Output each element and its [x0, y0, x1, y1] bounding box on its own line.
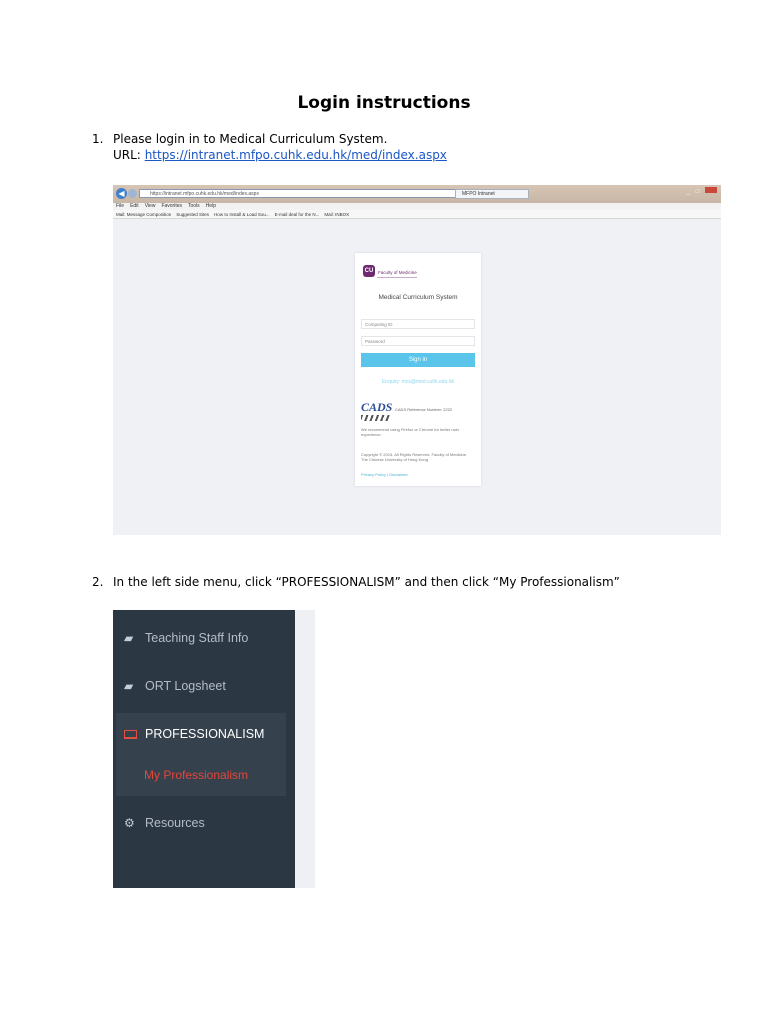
menu-help[interactable]: Help [205, 203, 216, 209]
submenu-item-my-professionalism[interactable]: My Professionalism [144, 768, 249, 782]
url-label: URL: [113, 148, 141, 162]
back-icon[interactable]: ◀ [116, 188, 127, 199]
window-controls[interactable]: _ □ [687, 187, 717, 195]
favorite-item[interactable]: Mail: INBOX [324, 212, 350, 217]
sidebar-item-ort-logsheet[interactable] [124, 679, 226, 693]
favorite-item[interactable]: How to Install & Load Sou... [214, 212, 270, 217]
sidebar-item-label: ORT Logsheet [145, 679, 226, 693]
browser-titlebar [113, 185, 721, 203]
step-2 [92, 574, 620, 590]
username-input[interactable]: Computing ID [361, 319, 475, 329]
gears-icon: ⚙ [124, 816, 135, 830]
sidebar-item-label: Resources [145, 816, 205, 830]
browser-tab[interactable]: MFPO Intranet [455, 189, 529, 199]
copyright-text: Copyright © 2015. All Rights Reserved. Faculty of Medicine, The Chinese University of Hong Kong [361, 452, 468, 462]
sidebar-item-label: Teaching Staff Info [145, 631, 249, 645]
cads-logo: CADS [361, 400, 393, 414]
menu-favorites[interactable]: Favorites [161, 203, 182, 209]
step-number: 1. [92, 132, 104, 146]
sidebar-item-professionalism[interactable] [124, 727, 264, 741]
privacy-link[interactable]: Privacy Policy | Disclaimer [361, 472, 408, 477]
cads-reference: CADS Reference Number: 2222 [395, 407, 453, 412]
browser-menubar [113, 203, 721, 210]
page-title: Login instructions [297, 93, 471, 113]
sidebar-item-resources[interactable] [124, 816, 205, 830]
system-title: Medical Curriculum System [378, 294, 458, 301]
sidebar-item-teaching-staff-info[interactable] [124, 631, 248, 645]
login-card [355, 253, 481, 486]
cuhk-logo-icon: CU [363, 265, 375, 277]
faculty-name: Faculty of Medicine [378, 270, 417, 275]
browser-recommendation: We recommend using Firefox or Chrome for better user experience. [361, 427, 460, 437]
favorite-item[interactable]: E-mail deal for the N... [274, 212, 320, 217]
menu-view[interactable]: View [144, 203, 156, 209]
laptop-icon [124, 730, 137, 739]
address-bar[interactable]: https://intranet.mfpo.cuhk.edu.hk/med/index.aspx [139, 189, 457, 198]
favorites-bar [113, 210, 721, 219]
step-text: In the left side menu, click “PROFESSIONALISM” and then click “My Professionalism” [113, 575, 620, 589]
sidebar-active-group [116, 713, 286, 796]
menu-file[interactable]: File [116, 203, 125, 209]
step-number: 2. [92, 575, 104, 589]
forward-icon[interactable] [128, 189, 137, 198]
sign-in-button[interactable]: Sign in [361, 353, 475, 367]
content-area-edge [295, 610, 315, 888]
step-1 [92, 131, 447, 163]
browser-screenshot [113, 185, 721, 535]
enquiry-link[interactable]: Enquiry: mcs@med.cuhk.edu.hk [381, 379, 455, 385]
cads-logo-stripes [361, 415, 391, 421]
book-icon: ▰ [124, 631, 134, 645]
book-icon: ▰ [124, 679, 134, 693]
menu-tools[interactable]: Tools [188, 203, 200, 209]
password-input[interactable]: Password [361, 336, 475, 346]
step-text: Please login in to Medical Curriculum System. [113, 132, 388, 146]
close-icon[interactable] [705, 187, 717, 193]
menu-edit[interactable]: Edit [130, 203, 139, 209]
favorite-item[interactable]: Suggested Sites [176, 212, 210, 217]
favorite-item[interactable]: Mail: Message Composition [116, 212, 172, 217]
faculty-divider [377, 277, 417, 278]
sidebar-menu-screenshot [113, 610, 295, 888]
sidebar-item-label: PROFESSIONALISM [145, 727, 265, 741]
login-url-link[interactable]: https://intranet.mfpo.cuhk.edu.hk/med/index.aspx [144, 148, 447, 162]
